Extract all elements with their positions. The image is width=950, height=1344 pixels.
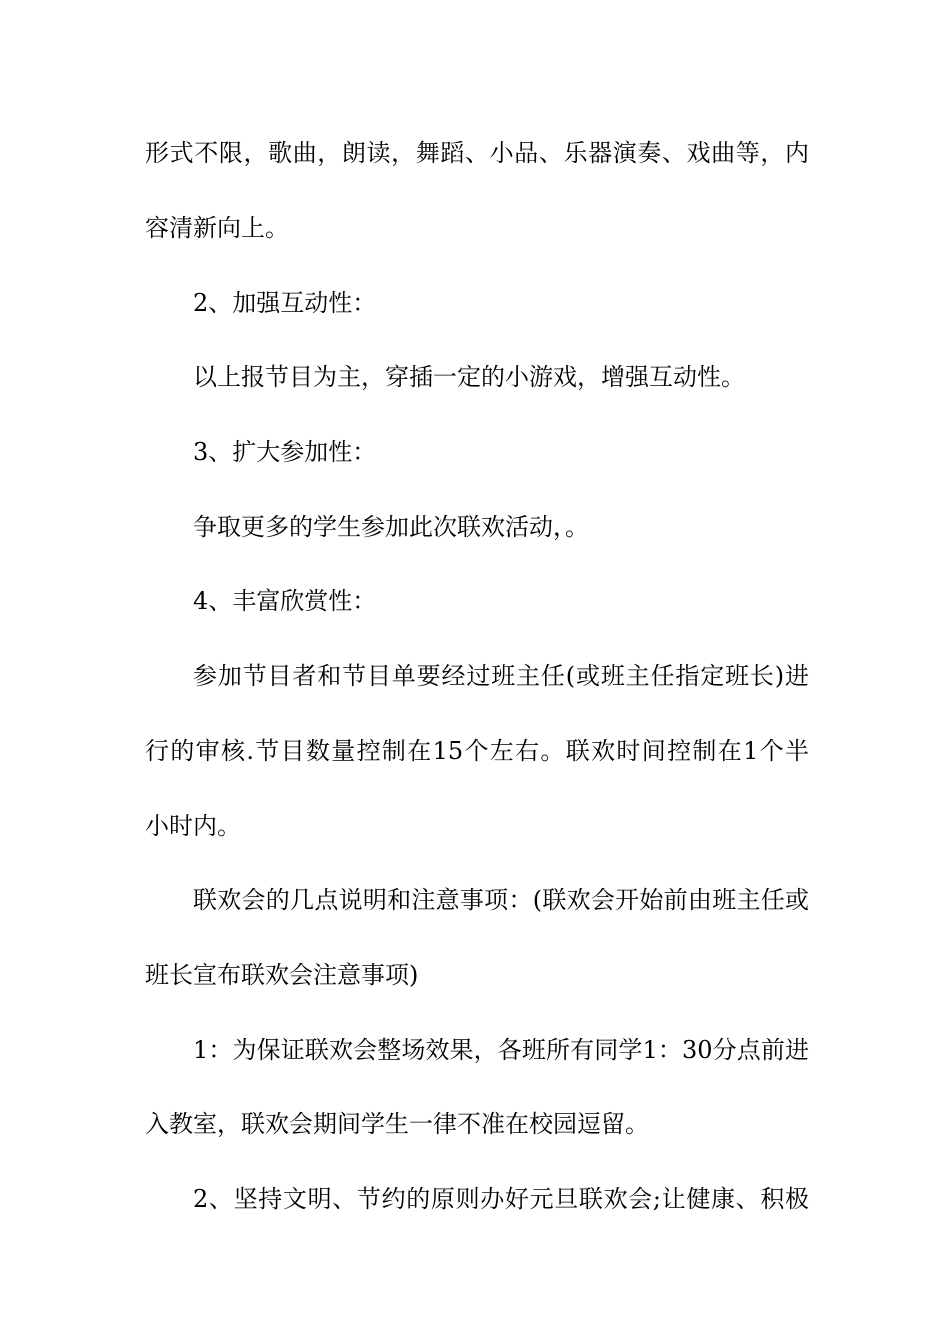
paragraph-line: 行的审核.节目数量控制在15个左右。联欢时间控制在1个半 <box>145 737 809 765</box>
paragraph-line: 入教室，联欢会期间学生一律不准在校园逗留。 <box>145 1110 649 1138</box>
paragraph-line: 以上报节目为主，穿插一定的小游戏，增强互动性。 <box>193 363 745 391</box>
paragraph-line: 争取更多的学生参加此次联欢活动，。 <box>193 513 589 541</box>
list-heading: 2、加强互动性： <box>193 289 377 317</box>
paragraph-line: 班长宣布联欢会注意事项) <box>145 961 419 989</box>
list-heading: 3、扩大参加性： <box>193 438 377 466</box>
paragraph-line: 形式不限，歌曲，朗读，舞蹈、小品、乐器演奏、戏曲等，内 <box>145 139 809 167</box>
paragraph-line: 参加节目者和节目单要经过班主任(或班主任指定班长)进 <box>193 662 809 690</box>
paragraph-line: 2、坚持文明、节约的原则办好元旦联欢会;让健康、积极 <box>193 1185 809 1213</box>
paragraph-line: 1：为保证联欢会整场效果，各班所有同学1：30分点前进 <box>193 1036 809 1064</box>
list-heading: 4、丰富欣赏性： <box>193 587 377 615</box>
section-heading: 联欢会的几点说明和注意事项：(联欢会开始前由班主任或 <box>193 886 809 914</box>
paragraph-line: 小时内。 <box>145 812 241 840</box>
paragraph-line: 容清新向上。 <box>145 214 289 242</box>
